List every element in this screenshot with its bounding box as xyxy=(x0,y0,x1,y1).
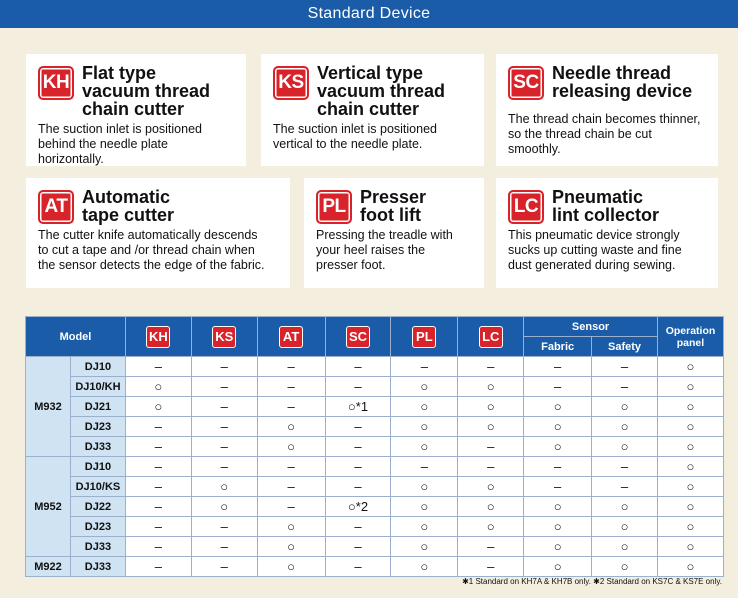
col-lc xyxy=(458,317,524,357)
table-row xyxy=(26,437,724,457)
value-cell: – xyxy=(191,397,257,417)
value-cell: – xyxy=(257,377,325,397)
value-cell: ○ xyxy=(657,537,723,557)
table-row xyxy=(26,377,724,397)
value-cell: ○ xyxy=(524,397,592,417)
value-cell: – xyxy=(125,357,191,377)
value-cell: ○ xyxy=(524,417,592,437)
at-icon: AT xyxy=(279,326,303,348)
card-description: The suction inlet is positioned behind the needle plate horizontally. xyxy=(38,122,202,166)
card-title: Presser foot lift xyxy=(360,187,427,225)
variant-cell: DJ33 xyxy=(70,537,125,557)
table-row xyxy=(26,557,724,577)
value-cell: ○ xyxy=(657,437,723,457)
table-row xyxy=(26,537,724,557)
value-cell: ○ xyxy=(592,497,658,517)
card-at xyxy=(26,178,290,288)
card-title: Pneumatic lint collector xyxy=(552,187,660,225)
variant-cell: DJ21 xyxy=(70,397,125,417)
value-cell: ○ xyxy=(391,537,458,557)
variant-cell: DJ33 xyxy=(70,557,125,577)
value-cell: – xyxy=(391,357,458,377)
model-cell: M932 xyxy=(26,357,71,457)
variant-cell: DJ10/KH xyxy=(70,377,125,397)
value-cell: – xyxy=(125,477,191,497)
model-header: Model xyxy=(26,317,126,357)
value-cell: ○ xyxy=(257,517,325,537)
value-cell: ○ xyxy=(657,477,723,497)
card-lc xyxy=(496,178,718,288)
value-cell: – xyxy=(325,357,391,377)
value-cell: – xyxy=(125,517,191,537)
value-cell: ○ xyxy=(191,497,257,517)
value-cell: ○*1 xyxy=(325,397,391,417)
value-cell: ○ xyxy=(257,417,325,437)
value-cell: – xyxy=(191,557,257,577)
variant-cell: DJ23 xyxy=(70,517,125,537)
value-cell: – xyxy=(191,517,257,537)
value-cell: ○ xyxy=(657,397,723,417)
value-cell: – xyxy=(325,477,391,497)
table-row xyxy=(26,497,724,517)
value-cell: – xyxy=(458,537,524,557)
value-cell: ○ xyxy=(458,377,524,397)
value-cell: – xyxy=(325,537,391,557)
value-cell: – xyxy=(592,357,658,377)
value-cell: – xyxy=(592,477,658,497)
value-cell: – xyxy=(524,357,592,377)
value-cell: – xyxy=(592,377,658,397)
value-cell: ○ xyxy=(657,417,723,437)
variant-cell: DJ33 xyxy=(70,437,125,457)
value-cell: ○ xyxy=(524,497,592,517)
value-cell: – xyxy=(325,437,391,457)
value-cell: – xyxy=(125,497,191,517)
col-pl xyxy=(391,317,458,357)
ks-icon: KS xyxy=(212,326,236,348)
value-cell: ○*2 xyxy=(325,497,391,517)
value-cell: ○ xyxy=(524,537,592,557)
value-cell: ○ xyxy=(657,497,723,517)
section-header: Standard Device xyxy=(0,0,738,28)
value-cell: ○ xyxy=(592,417,658,437)
value-cell: – xyxy=(257,497,325,517)
variant-cell: DJ23 xyxy=(70,417,125,437)
value-cell: – xyxy=(125,437,191,457)
card-kh xyxy=(26,54,246,166)
lc-icon: LC xyxy=(508,190,544,224)
safety-header: Safety xyxy=(592,337,658,357)
value-cell: ○ xyxy=(592,397,658,417)
value-cell: – xyxy=(524,477,592,497)
value-cell: ○ xyxy=(458,397,524,417)
table-row xyxy=(26,517,724,537)
table-row xyxy=(26,477,724,497)
value-cell: – xyxy=(592,457,658,477)
card-description: The thread chain becomes thinner, so the thread chain be cut smoothly. xyxy=(508,112,701,156)
value-cell: ○ xyxy=(592,537,658,557)
value-cell: ○ xyxy=(125,397,191,417)
value-cell: ○ xyxy=(458,417,524,437)
value-cell: – xyxy=(257,357,325,377)
value-cell: – xyxy=(125,457,191,477)
value-cell: – xyxy=(458,457,524,477)
value-cell: – xyxy=(125,417,191,437)
footnote: ✱1 Standard on KH7A & KH7B only. ✱2 Standard on KS7C & KS7E only. xyxy=(462,577,722,586)
value-cell: ○ xyxy=(191,477,257,497)
value-cell: ○ xyxy=(391,437,458,457)
table-row xyxy=(26,397,724,417)
kh-icon: KH xyxy=(146,326,170,348)
card-sc xyxy=(496,54,718,166)
card-description: The suction inlet is positioned vertical to the needle plate. xyxy=(273,122,437,151)
card-description: Pressing the treadle with your heel raises the presser foot. xyxy=(316,228,453,272)
card-title: Needle thread releasing device xyxy=(552,63,693,101)
value-cell: – xyxy=(325,417,391,437)
value-cell: ○ xyxy=(524,437,592,457)
value-cell: – xyxy=(191,457,257,477)
value-cell: ○ xyxy=(592,517,658,537)
variant-cell: DJ10 xyxy=(70,357,125,377)
value-cell: – xyxy=(458,437,524,457)
value-cell: – xyxy=(191,417,257,437)
value-cell: ○ xyxy=(257,437,325,457)
value-cell: ○ xyxy=(391,497,458,517)
operation-panel-header: Operation panel xyxy=(657,317,723,357)
value-cell: ○ xyxy=(391,557,458,577)
variant-cell: DJ22 xyxy=(70,497,125,517)
model-cell: M922 xyxy=(26,557,71,577)
value-cell: – xyxy=(391,457,458,477)
value-cell: – xyxy=(191,537,257,557)
col-at xyxy=(257,317,325,357)
value-cell: – xyxy=(524,457,592,477)
pl-icon: PL xyxy=(316,190,352,224)
value-cell: ○ xyxy=(257,557,325,577)
value-cell: – xyxy=(325,457,391,477)
value-cell: – xyxy=(257,477,325,497)
model-cell: M952 xyxy=(26,457,71,557)
table-row xyxy=(26,417,724,437)
table-row xyxy=(26,457,724,477)
value-cell: ○ xyxy=(657,457,723,477)
value-cell: ○ xyxy=(458,517,524,537)
col-sc xyxy=(325,317,391,357)
card-description: The cutter knife automatically descends to cut a tape and /or thread chain when the sensor detects the edge of the fabric. xyxy=(38,228,265,272)
value-cell: – xyxy=(191,437,257,457)
value-cell: – xyxy=(257,457,325,477)
fabric-header: Fabric xyxy=(524,337,592,357)
value-cell: ○ xyxy=(524,557,592,577)
value-cell: – xyxy=(325,377,391,397)
value-cell: ○ xyxy=(125,377,191,397)
value-cell: ○ xyxy=(458,477,524,497)
value-cell: – xyxy=(325,517,391,537)
col-ks xyxy=(191,317,257,357)
value-cell: ○ xyxy=(391,377,458,397)
sensor-header: Sensor xyxy=(524,317,658,337)
value-cell: ○ xyxy=(391,517,458,537)
value-cell: ○ xyxy=(458,497,524,517)
value-cell: – xyxy=(191,377,257,397)
value-cell: – xyxy=(524,377,592,397)
col-kh xyxy=(125,317,191,357)
value-cell: ○ xyxy=(657,377,723,397)
card-title: Flat type vacuum thread chain cutter xyxy=(82,63,211,119)
table-row xyxy=(26,357,724,377)
value-cell: ○ xyxy=(592,437,658,457)
value-cell: ○ xyxy=(391,417,458,437)
device-table xyxy=(25,316,724,577)
value-cell: – xyxy=(458,557,524,577)
ks-icon: KS xyxy=(273,66,309,100)
value-cell: – xyxy=(191,357,257,377)
value-cell: ○ xyxy=(592,557,658,577)
card-title: Vertical type vacuum thread chain cutter xyxy=(317,63,446,119)
value-cell: ○ xyxy=(524,517,592,537)
variant-cell: DJ10 xyxy=(70,457,125,477)
card-pl xyxy=(304,178,484,288)
value-cell: ○ xyxy=(657,517,723,537)
card-title: Automatic tape cutter xyxy=(82,187,175,225)
pl-icon: PL xyxy=(412,326,436,348)
value-cell: – xyxy=(125,557,191,577)
value-cell: – xyxy=(458,357,524,377)
card-description: This pneumatic device strongly sucks up cutting waste and fine dust generated during sewing. xyxy=(508,228,682,272)
sc-icon: SC xyxy=(508,66,544,100)
value-cell: ○ xyxy=(657,357,723,377)
value-cell: ○ xyxy=(391,477,458,497)
value-cell: – xyxy=(257,397,325,417)
value-cell: ○ xyxy=(257,537,325,557)
value-cell: – xyxy=(125,537,191,557)
value-cell: ○ xyxy=(657,557,723,577)
at-icon: AT xyxy=(38,190,74,224)
variant-cell: DJ10/KS xyxy=(70,477,125,497)
kh-icon: KH xyxy=(38,66,74,100)
value-cell: – xyxy=(325,557,391,577)
sc-icon: SC xyxy=(346,326,370,348)
card-ks xyxy=(261,54,484,166)
lc-icon: LC xyxy=(479,326,503,348)
value-cell: ○ xyxy=(391,397,458,417)
